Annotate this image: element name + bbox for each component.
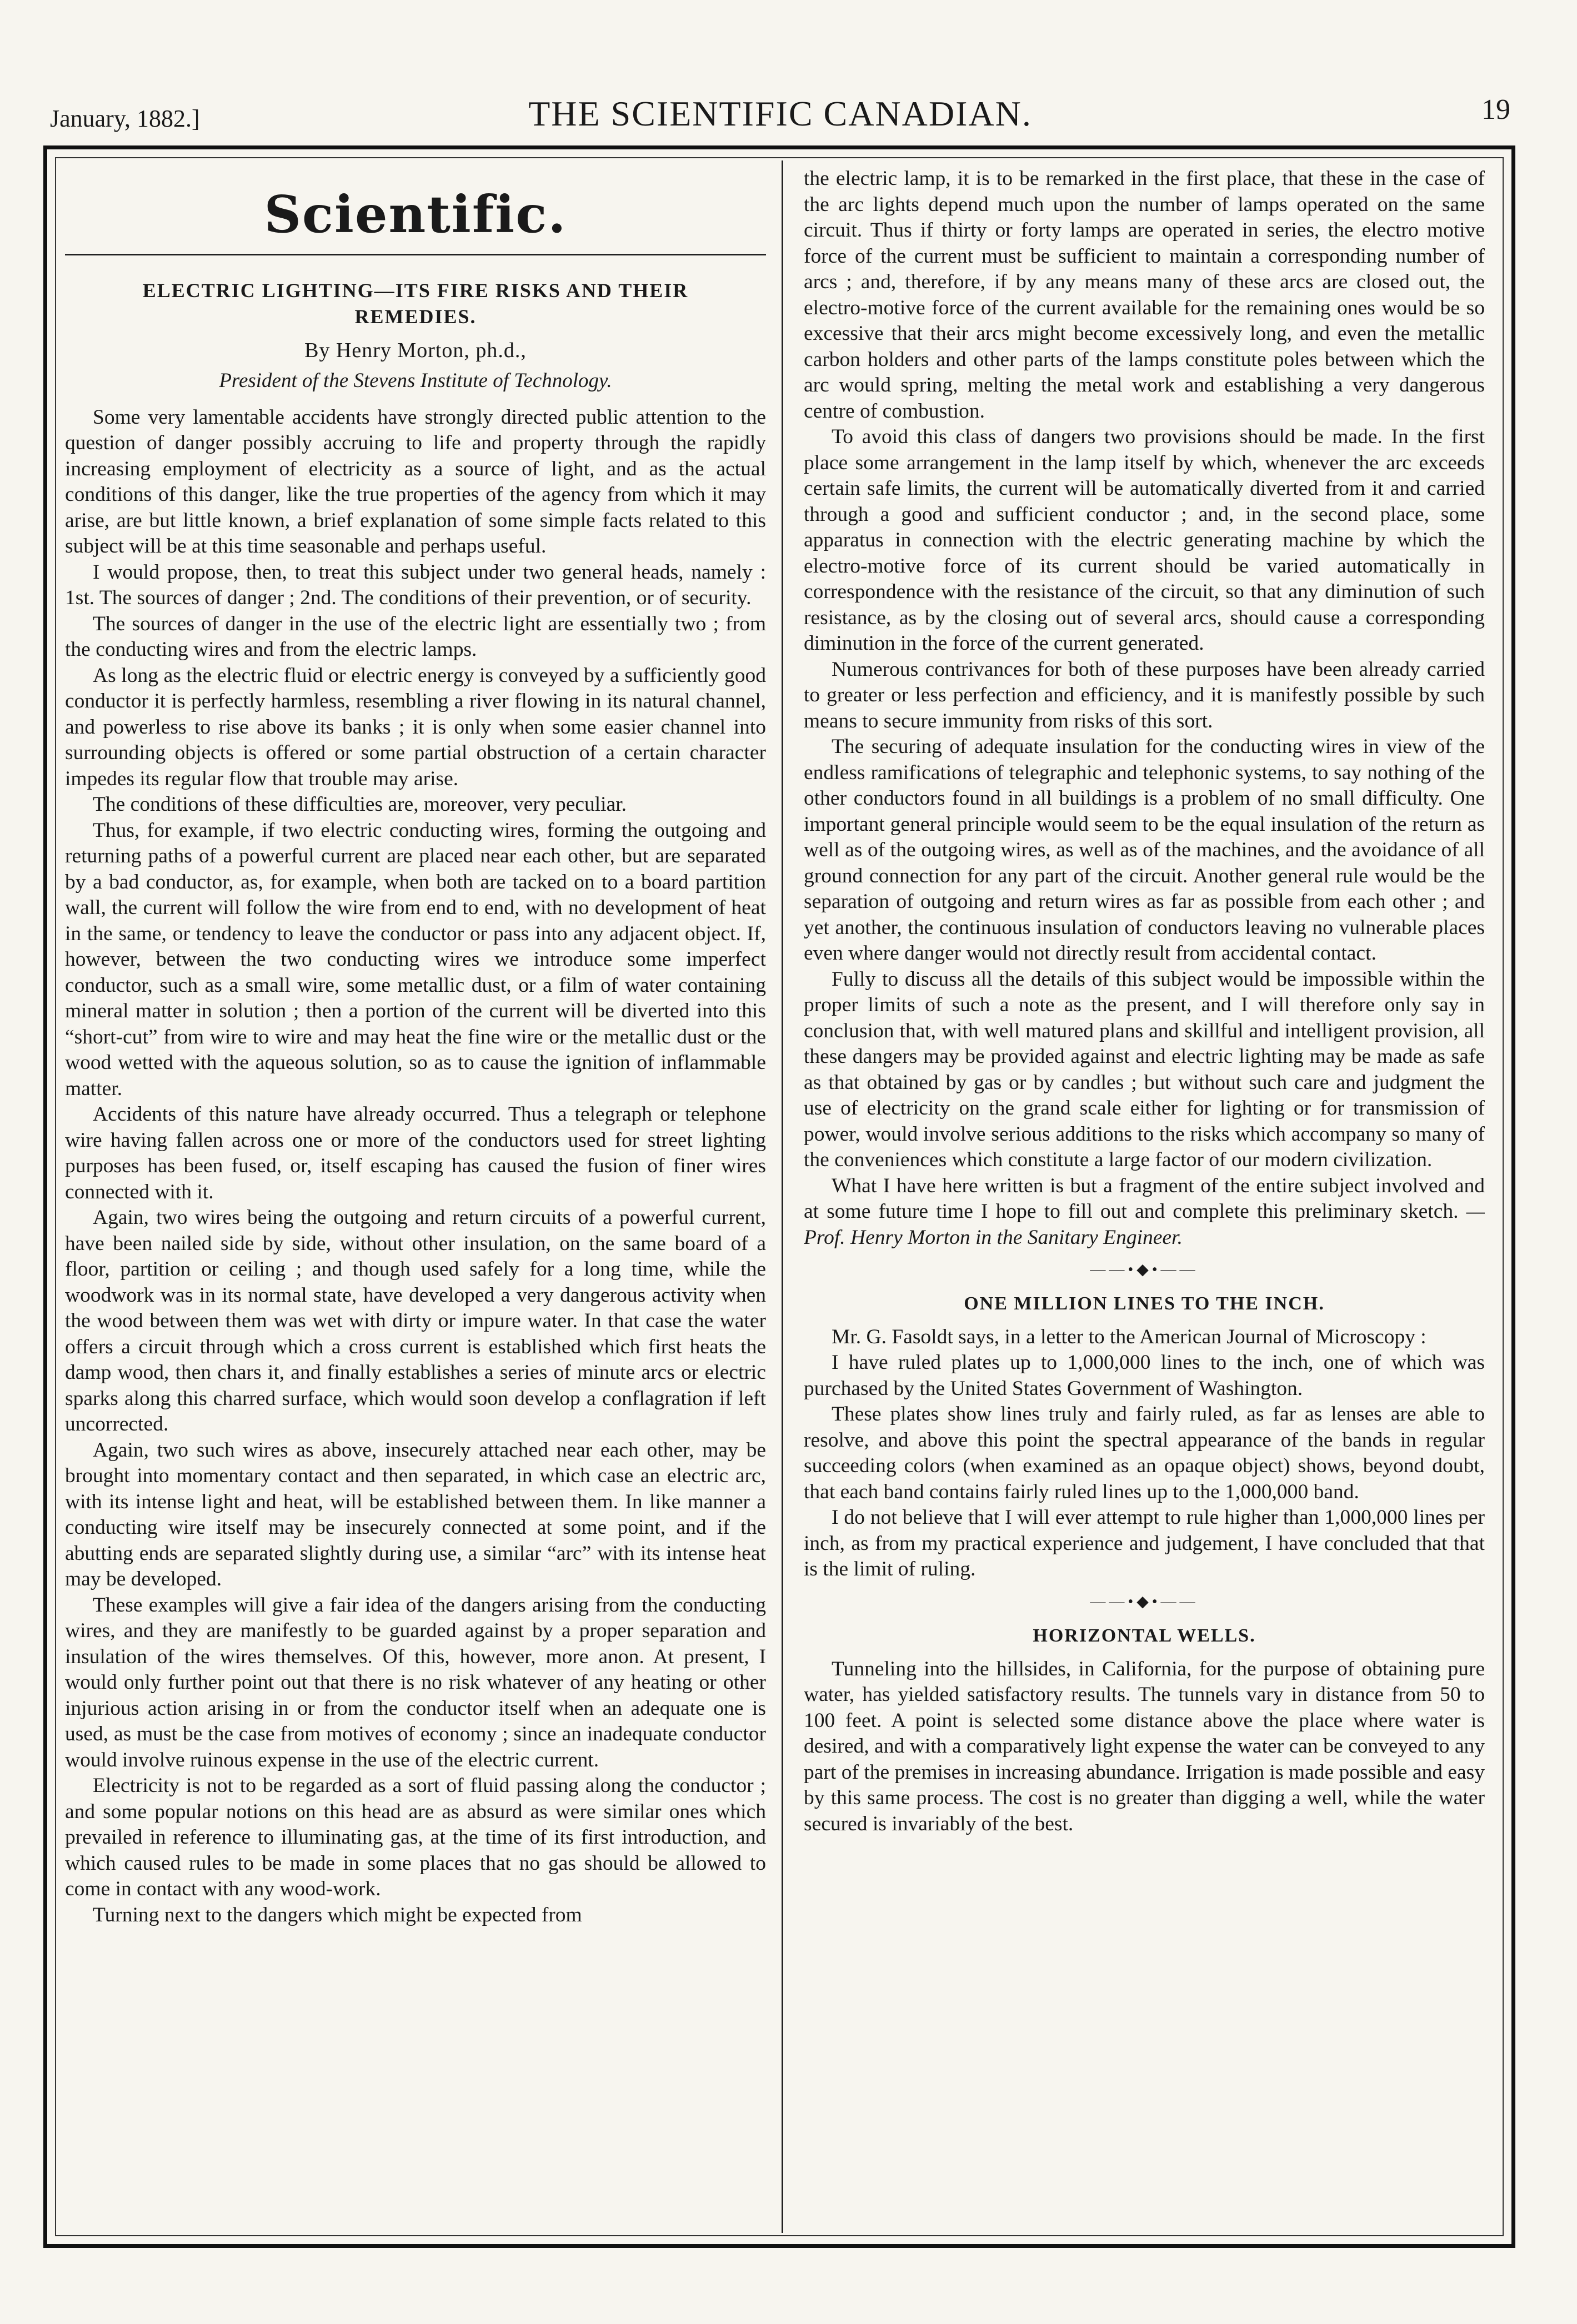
- closing-text: What I have here written is but a fragment of the entire subject involved and at some future time I hope to fill out and complete this preliminary sketch.: [804, 1174, 1485, 1223]
- closing-paragraph: [804, 1173, 1485, 1251]
- section-rule: [65, 254, 766, 255]
- signoff: —Prof. Henry Morton in the Sanitary Engineer.: [804, 1200, 1485, 1249]
- paragraph: I do not believe that I will ever attempt to rule higher than 1,000,000 lines per inch, as from my practical experience and judgement, I have concluded that that is the limit of ruling.: [804, 1506, 1485, 1581]
- running-head: [50, 93, 1510, 143]
- article-title: ONE MILLION LINES TO THE INCH.: [964, 1293, 1325, 1314]
- paragraph: Again, two wires being the outgoing and return circuits of a powerful current, have been nailed side by side, without other insulation, on the same board of a floor, partition or ceiling ; and though used safely for a long time, while the woodwork was in its normal state, have developed a very dangerous activity when the wood between them was wet with dirty or impure water. In that case the water offers a circuit through which a cross current is established which first heats the damp wood, then chars it, and finally establishes a series of minute arcs or electric sparks along this charred surface, which would soon develop a conflagration if left uncorrected.: [65, 1206, 766, 1436]
- page-number: 19: [1481, 94, 1510, 126]
- column-divider: [782, 160, 783, 2233]
- paragraph: The conditions of these difficulties are, moreover, very peculiar.: [93, 793, 627, 816]
- paragraph: Accidents of this nature have already occurred. Thus a telegraph or telephone wire having fallen across one or more of the conductors used for street lighting purposes has been fused, or, itself escaping has caused the fusion of finer wires connected with it.: [65, 1103, 766, 1203]
- byline: By Henry Morton, ph.d.,: [304, 338, 527, 362]
- paragraph: Thus, for example, if two electric conducting wires, forming the outgoing and returning paths of a powerful current are placed near each other, but are separated by a bad conductor, as, for example, when both are tacked on to a board partition wall, the current will follow the wire from end to end, with no development of heat in the same, or tendency to leave the conductor or pass into any adjacent object. If, however, between the two conducting wires we introduce some imperfect conductor, such as a small wire, some metallic dust, or a film of water containing mineral matter in solution ; then a portion of the current will be diverted into this “short-cut” from wire to wire and may heat the fine wire or the metallic dust or the wood wetted with the aqueous solution, so as to cause the ignition of inflammable matter.: [65, 819, 766, 1100]
- author-affiliation: President of the Stevens Institute of Technology.: [219, 369, 612, 392]
- ornament-divider: ——•◆•——: [1090, 1593, 1199, 1610]
- paragraph: the electric lamp, it is to be remarked in the first place, that these in the case of the arc lights depend much upon the number of lamps operated on the same circuit. Thus if thirty or forty lamps are operated in series, the electro motive force of the current must be sufficient to maintain a corresponding number of arcs ; and, therefore, if by any means many of these arcs are closed out, the electro-motive force of the current available for the remaining ones would be so excessive that their arcs might become excessively long, and even the metallic carbon holders and other parts of the lamps constitute poles between which the arc would spring, melting the metal work and establishing a very dangerous centre of combustion.: [804, 167, 1485, 423]
- right-column: [804, 166, 1485, 2227]
- paragraph: The sources of danger in the use of the electric light are essentially two ; from the conducting wires and from the electric lamps.: [65, 612, 766, 661]
- journal-title: THE SCIENTIFIC CANADIAN.: [528, 94, 1032, 133]
- issue-date: January, 1882.]: [50, 105, 200, 132]
- paragraph: These examples will give a fair idea of the dangers arising from the conducting wires, and they are manifestly to be guarded against by a proper separation and insulation of the wires themselves. Of this, however, more anon. At present, I would only further point out that there is no risk whatever of any heating or other injurious action arising in or from the conductor itself when an adequate one is used, as must be the case from motives of economy ; since an inadequate conductor would involve ruinous expense in the use of the electric current.: [65, 1593, 766, 1771]
- paragraph: As long as the electric fluid or electric energy is conveyed by a sufficiently good conductor it is perfectly harmless, resembling a river flowing in its natural channel, and powerless to rise above its banks ; it is only when some easier channel into surrounding objects is offered or some partial obstruction of a certain character impedes its regular flow that trouble may arise.: [65, 664, 766, 790]
- paragraph: Numerous contrivances for both of these purposes have been already carried to greater or less perfection and efficiency, and it is manifestly possible by such means to secure immunity from risks of this sort.: [804, 657, 1485, 732]
- article-title: HORIZONTAL WELLS.: [1033, 1625, 1256, 1646]
- section-heading: Scientific.: [264, 184, 567, 244]
- article-title: ELECTRIC LIGHTING—ITS FIRE RISKS AND THEIR REMEDIES.: [142, 279, 689, 328]
- paragraph: Tunneling into the hillsides, in California, for the purpose of obtaining pure water, has yielded satisfactory results. The tunnels vary in distance from 50 to 100 feet. A point is selected some distance above the place where water is desired, and with a comparatively light expense the water can be conveyed to any part of the premises in increasing abundance. Irrigation is made possible and easy by this same process. The cost is no greater than digging a well, while the water secured is invariably of the best.: [804, 1657, 1485, 1835]
- paragraph: Turning next to the dangers which might be expected from: [93, 1903, 582, 1926]
- paragraph: Electricity is not to be regarded as a sort of fluid passing along the conductor ; and some popular notions on this head are as absurd as were similar ones which prevailed in reference to illuminating gas, at the time of its first introduction, and which caused rules to be made in some places that no gas should be allowed to come in contact with any wood-work.: [65, 1774, 766, 1901]
- paragraph: I would propose, then, to treat this subject under two general heads, namely : 1st. The sources of danger ; 2nd. The conditions of their prevention, or of security.: [65, 560, 766, 610]
- paragraph: The securing of adequate insulation for the conducting wires in view of the endless ramifications of telegraphic and telephonic systems, to say nothing of the other conductors found in all buildings is a problem of no small difficulty. One important general principle would seem to be the equal insulation of the return as well as of the outgoing wires, as well as of the machines, and the avoidance of all ground connection for any part of the circuit. Another general rule would be the separation of outgoing and return wires as far as possible from each other ; and yet another, the continuous insulation of conductors leaving no vulnerable places even where danger would not directly result from accidental contact.: [804, 735, 1485, 965]
- paragraph: I have ruled plates up to 1,000,000 lines to the inch, one of which was purchased by the United States Government of Washington.: [804, 1351, 1485, 1400]
- paragraph: Fully to discuss all the details of this subject would be impossible within the proper limits of such a note as the present, and I will therefore only say in conclusion that, with well matured plans and skillful and intelligent provision, all these dangers may be provided against and electric lighting may be made as safe as that obtained by gas or by candles ; but without such care and judgment the use of electricity on the grand scale either for lighting or for transmission of power, would involve serious additions to the risks which accompany so many of the conveniences which constitute a large factor of our modern civilization.: [804, 967, 1485, 1171]
- paragraph: Mr. G. Fasoldt says, in a letter to the American Journal of Microscopy :: [832, 1325, 1426, 1348]
- paragraph: These plates show lines truly and fairly ruled, as far as lenses are able to resolve, and above this point the spectral appearance of the bands in regular succeeding colors (when examined as an opaque object) shows, beyond doubt, that each band contains fairly ruled lines up to the 1,000,000 band.: [804, 1403, 1485, 1503]
- paragraph: Some very lamentable accidents have strongly directed public attention to the question of danger possibly accruing to life and property through the rapidly increasing employment of electricity as a source of light, and as the actual conditions of this danger, like the true properties of the agency from which it may arise, are but little known, a brief explanation of some simple facts related to this subject will be at this time seasonable and perhaps useful.: [65, 405, 766, 558]
- paragraph: Again, two such wires as above, insecurely attached near each other, may be brought into momentary contact and then separated, in which case an electric arc, with its intense light and heat, will be established between them. In like manner a conducting wire itself may be insecurely connected at some point, and if the abutting ends are separated slightly during use, a similar “arc” with its intense heat may be developed.: [65, 1438, 766, 1591]
- left-column: [65, 166, 766, 2227]
- paragraph: To avoid this class of dangers two provisions should be made. In the first place some arrangement in the lamp itself by which, whenever the arc exceeds certain safe limits, the current will be automatically diverted from it and carried through a good and sufficient conductor ; and, in the second place, some apparatus in connection with the electric generating machine by which the electro-motive force of its current should be varied automatically in correspondence with the resistance of the circuit, so that any diminution of such resistance, as by the closing out of several arcs, should cause a corresponding diminution in the force of the current generated.: [804, 425, 1485, 655]
- ornament-divider: ——•◆•——: [1090, 1261, 1199, 1278]
- page-frame: [43, 145, 1515, 2248]
